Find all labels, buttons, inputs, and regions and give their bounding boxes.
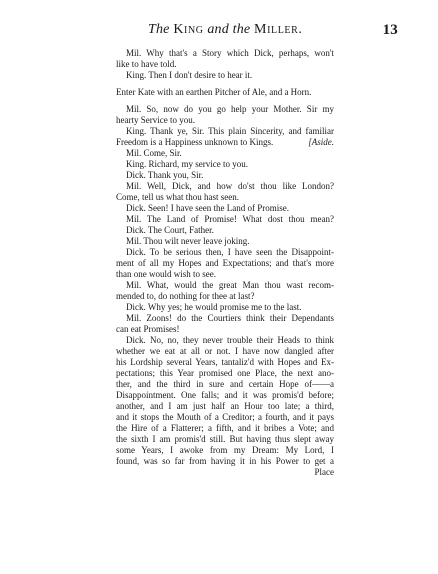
text-line-content: Enter Kate with an earthen Pitcher of Ale, and a Horn.: [116, 87, 312, 97]
text-line: [116, 368, 334, 379]
text-line: [116, 412, 334, 423]
text-line: [116, 335, 334, 346]
text-line: [116, 401, 334, 412]
text-line-content: Mil. The Land of Promise! What dost thou mean?: [126, 214, 334, 224]
running-header: [148, 22, 398, 42]
text-line-content: Come, tell us what thou hast seen.: [116, 192, 239, 202]
text-line: [116, 115, 334, 126]
title-and: and the: [207, 22, 251, 37]
text-line: [116, 324, 334, 335]
text-line-content: Dick. Why yes; he would promise me to the last.: [126, 302, 302, 312]
text-line: [116, 357, 334, 368]
stage-direction-aside: [Aside.: [308, 137, 334, 147]
text-line: [116, 126, 334, 137]
text-line: [116, 192, 334, 203]
text-line: [116, 247, 334, 258]
text-line: [116, 159, 334, 170]
text-line: [116, 148, 334, 159]
text-line-content: Mil. Zoons! do the Courtiers think their Dependants: [126, 313, 334, 323]
text-line: [116, 87, 334, 98]
text-line-content: whether we eat at all or not. I have now dangled after: [116, 346, 334, 356]
text-line-content: pectations; this Year promised one Place, the next ano-: [116, 368, 334, 378]
text-line-content: Disappointment. One falls; and it was promis'd before;: [116, 390, 334, 400]
text-line-content: his Lordship several Years, tantaliz'd with Hopes and Ex-: [116, 357, 334, 367]
text-line: [116, 291, 334, 302]
text-line-content: some Years, I awoke from my Dream: My Lord, I: [116, 445, 334, 455]
text-line-content: Dick. No, no, they never trouble their Heads to think: [126, 335, 334, 345]
text-line: [116, 181, 334, 192]
text-line-content: King. Thank ye, Sir. This plain Sincerity, and familiar: [126, 126, 334, 136]
text-line-content: Mil. Well, Dick, and how do'st thou like London?: [126, 181, 334, 191]
text-line: [116, 48, 334, 59]
text-line: [116, 423, 334, 434]
text-line-content: than one would wish to see.: [116, 269, 216, 279]
text-line-content: Mil. Thou wilt never leave joking.: [126, 236, 250, 246]
text-line-content: Dick. Thank you, Sir.: [126, 170, 204, 180]
text-line-content: King. Then I don't desire to hear it.: [126, 70, 253, 80]
text-line: [116, 445, 334, 456]
text-line-content: like to have told.: [116, 59, 177, 69]
text-line: [116, 170, 334, 181]
text-line: [116, 313, 334, 324]
text-line-content: ther, and the third in sure and certain Hope of——a: [116, 379, 334, 389]
text-line: [116, 203, 334, 214]
text-line: [116, 456, 334, 467]
text-line-content: hearty Service to you.: [116, 115, 195, 125]
page-number: 13: [382, 22, 398, 38]
text-line: [116, 302, 334, 313]
text-line: [116, 346, 334, 357]
text-line: [116, 280, 334, 291]
text-line-content: mended to, do nothing for thee at last?: [116, 291, 255, 301]
text-line-content: Mil. What, would the great Man thou wast recom-: [126, 280, 334, 290]
text-line-content: Mil. Come, Sir.: [126, 148, 182, 158]
body-text: [116, 48, 334, 478]
text-line: [116, 214, 334, 225]
text-line: [116, 59, 334, 70]
text-line: [116, 137, 334, 148]
text-line-content: Dick. To be serious then, I have seen the Disappoint-: [126, 247, 334, 257]
title-prefix: The: [148, 22, 170, 37]
text-line-content: another, and I am just half an Hour too late; a third,: [116, 401, 334, 411]
running-title: [148, 22, 303, 38]
text-line: [116, 70, 334, 81]
text-line-content: Mil. Why that's a Story which Dick, perhaps, won't: [126, 48, 334, 58]
text-line-content: ment of all my Hopes and Expectations; and that's more: [116, 258, 334, 268]
title-miller: Miller.: [254, 22, 303, 37]
catchword: Place: [314, 467, 334, 477]
text-line: [116, 379, 334, 390]
text-line-content: the sixth I am promis'd still. But having thus slept away: [116, 434, 334, 444]
text-line-content: found, was so far from having it in his Power to get a: [116, 456, 334, 466]
text-line-content: Dick. Seen! I have seen the Land of Promise.: [126, 203, 289, 213]
text-line-content: Mil. So, now do you go help your Mother. Sir my: [126, 104, 334, 114]
text-line-content: and it stops the Mouth of a Creditor; a fourth, and it pays: [116, 412, 334, 422]
text-line: [116, 258, 334, 269]
text-line: [116, 390, 334, 401]
text-line: [116, 104, 334, 115]
text-line-content: Freedom is a Happiness unknown to Kings.: [116, 137, 274, 147]
text-line: [116, 225, 334, 236]
text-line: [116, 236, 334, 247]
text-line: [116, 269, 334, 280]
text-line-content: King. Richard, my service to you.: [126, 159, 248, 169]
text-line-content: the Hire of a Flatterer; a fifth, and it bribes a Vote; and: [116, 423, 334, 433]
text-line-content: Dick. The Court, Father.: [126, 225, 214, 235]
title-king: King: [173, 22, 204, 37]
text-line: [116, 434, 334, 445]
text-line-content: can eat Promises!: [116, 324, 180, 334]
